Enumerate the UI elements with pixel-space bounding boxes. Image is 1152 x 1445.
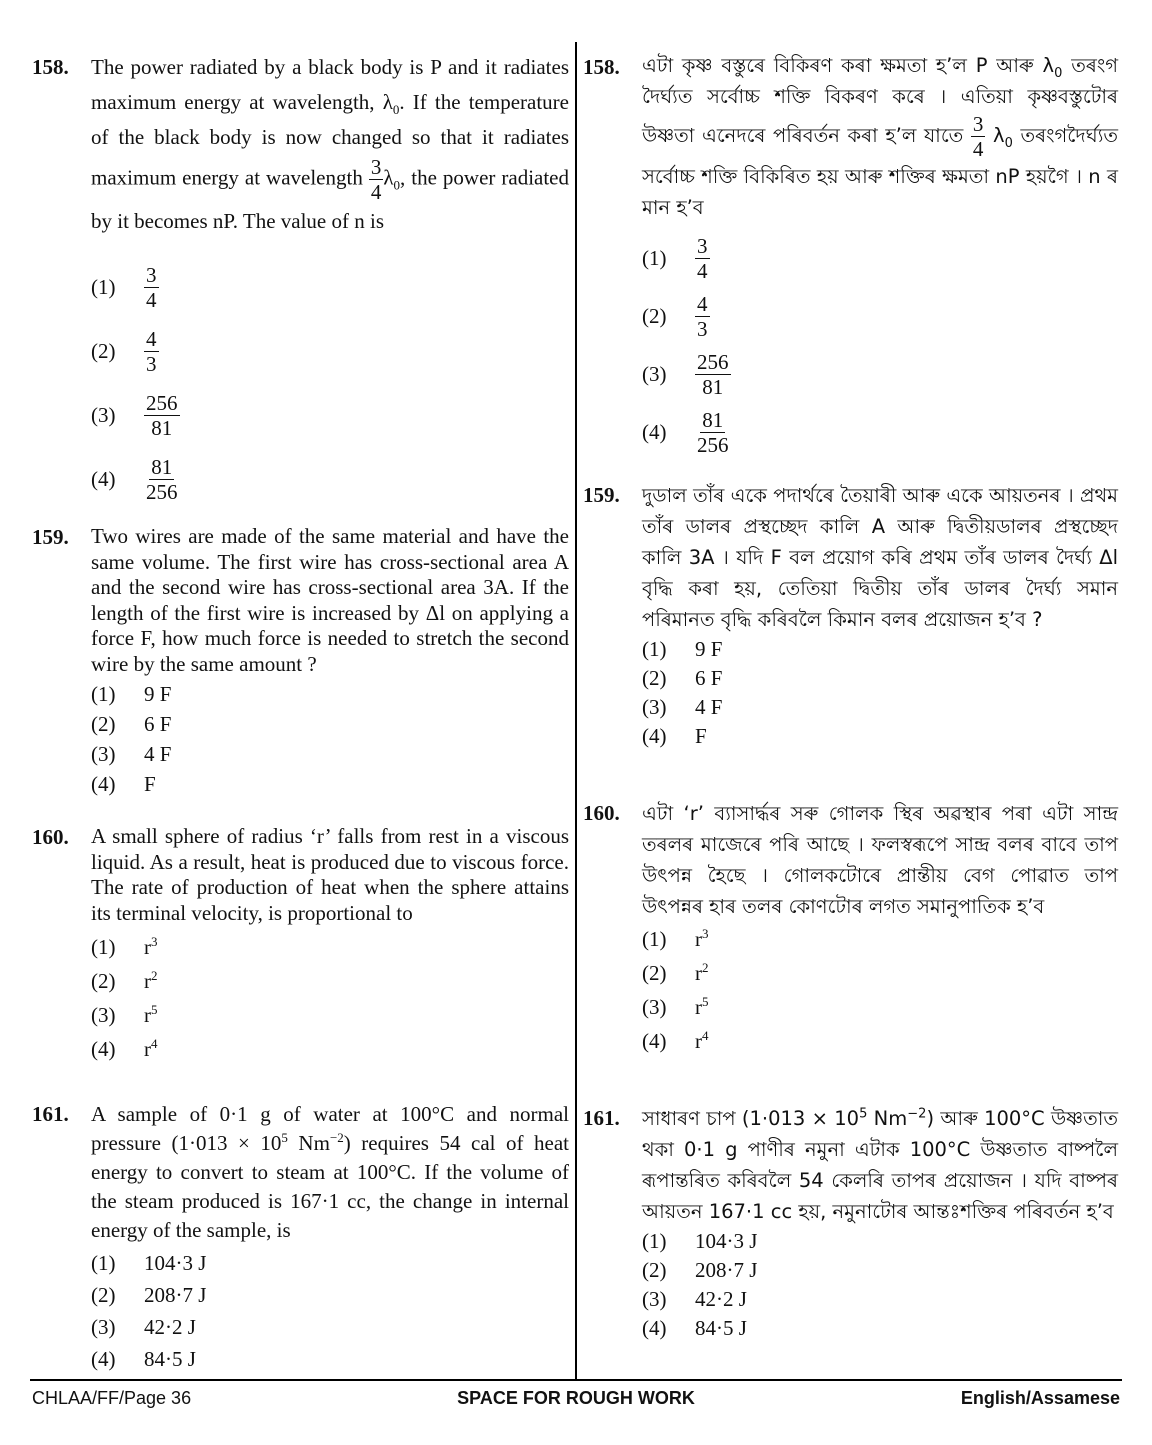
option-3[interactable]: (3) 42·2 J <box>91 1314 196 1339</box>
question-number: 159. <box>583 483 620 507</box>
option-2[interactable]: (2) $r^2$ <box>642 959 709 985</box>
option-3[interactable]: (3) $\frac{256}{81}$ <box>91 390 178 440</box>
options <box>642 635 1118 751</box>
question-number: 160. <box>583 801 620 825</box>
question-159-en <box>32 524 569 824</box>
question-number: 159. <box>32 525 69 549</box>
option-4[interactable]: (4) $\frac{81}{256}$ <box>642 407 729 457</box>
options <box>91 255 569 511</box>
option-2[interactable]: (2) $r^2$ <box>91 967 158 993</box>
question-number: 161. <box>32 1102 69 1126</box>
question-text: সাধাৰণ চাপ ($1\cdot 013 \times 10^5$ $Nm^{-2}$) আৰু 100°C উষ্ণতাত থকা 0·1 g পাণীৰ নমুনা এটাক 100°C উষ্ণতাত বাষ্পলৈ ৰূপান্তৰিত কৰিবলৈ 54 কেলৰি তাপৰ প্ৰয়োজন । যদি বাষ্পৰ আয়তন 167·1 cc হয়, নমুনাটোৰ আন্তঃশক্তিৰ পৰিবৰ্তন হ’ব <box>642 1106 1119 1223</box>
option-3[interactable]: (3) $r^5$ <box>642 993 709 1019</box>
question-161-en <box>32 1100 569 1380</box>
option-4[interactable]: (4) $\frac{81}{256}$ <box>91 454 178 504</box>
question-text: A small sphere of radius ‘r’ falls from rest in a viscous liquid. As a result, heat is produced due to viscous force. The rate of production of heat when the sphere attains its terminal velocity, is proportional to <box>91 824 569 925</box>
option-4[interactable]: (4) $r^4$ <box>91 1035 158 1061</box>
option-3[interactable]: (3) 42·2 J <box>642 1287 747 1311</box>
option-3[interactable]: (3) $r^5$ <box>91 1001 158 1027</box>
options <box>642 922 1118 1058</box>
question-text: এটা কৃষ্ণ বস্তুৰে বিকিৰণ কৰা ক্ষমতা হ’ল P আৰু $\lambda_0$ তৰংগ দৈৰ্ঘ্যত সৰ্বোচ্চ শক্তি বিকৰণ কৰে । এতিয়া কৃষ্ণবস্তুটোৰ উষ্ণতা এনেদৰে পৰিবৰ্তন কৰা হ’ল যাতে $\frac{3}{4}$ $\lambda_0$ তৰংগদৈৰ্ঘ্যত সৰ্বোচ্চ শক্তি বিকিৰিত হয় আৰু শক্তিৰ ক্ষমতা nP হয়গৈ । n ৰ মান হ’ব <box>642 54 1119 220</box>
question-number: 160. <box>32 825 69 849</box>
assamese-column <box>583 50 1118 1373</box>
question-text: The power radiated by a black body is P and it radiates maximum energy at wavelength, $\lambda_0$. If the temperature of the black body is now changed so that it radiates maximum energy at wavelength $\frac{3}{4}$ $\lambda_0$, the power radiated by it becomes nP. The value of n is <box>91 55 570 234</box>
option-1[interactable]: (1) 9 F <box>642 637 723 661</box>
option-3[interactable]: (3) 4 F <box>91 741 172 766</box>
question-161-as <box>583 1103 1118 1373</box>
question-number: 161. <box>583 1106 620 1130</box>
option-4[interactable]: (4) F <box>91 771 156 796</box>
question-158-as <box>583 50 1118 480</box>
options <box>91 679 569 799</box>
option-2[interactable]: (2) 208·7 J <box>91 1282 207 1307</box>
option-2[interactable]: (2) $\frac{4}{3}$ <box>642 291 708 341</box>
question-text: Two wires are made of the same material and have the same volume. The first wire has cross-sectional area A and the second wire has cross-sectional area 3A. If the length of the first wire is increased by Δl on applying a force F, how much force is needed to stretch the second wire by the same amount ? <box>91 524 569 676</box>
question-number: 158. <box>32 55 69 79</box>
option-4[interactable]: (4) $r^4$ <box>642 1027 709 1053</box>
question-158-en <box>32 50 569 520</box>
fraction: $\frac{3}{4}$ <box>972 112 984 162</box>
question-number: 158. <box>583 55 620 79</box>
page-footer <box>32 1388 1120 1416</box>
option-4[interactable]: (4) 84·5 J <box>642 1316 747 1340</box>
option-1[interactable]: (1) $\frac{3}{4}$ <box>91 262 157 312</box>
options <box>642 229 1118 461</box>
option-3[interactable]: (3) 4 F <box>642 695 723 719</box>
question-159-as <box>583 480 1118 798</box>
options <box>91 1247 569 1375</box>
footer-rule <box>30 1379 1122 1381</box>
question-160-as <box>583 798 1118 1103</box>
question-text: দুডাল তাঁৰ একে পদাৰ্থৰে তৈয়াৰী আৰু একে আয়তনৰ । প্ৰথম তাঁৰ ডালৰ প্ৰস্থচ্ছেদ কালি A আৰু দ্বিতীয়ডালৰ প্ৰস্থচ্ছেদ কালি 3A । যদি F বল প্ৰয়োগ কৰি প্ৰথম তাঁৰ ডালৰ দৈৰ্ঘ্য Δl বৃদ্ধি কৰা হয়, তেতিয়া দ্বিতীয় তাঁৰ ডালৰ দৈৰ্ঘ্য সমান পৰিমানত বৃদ্ধি কৰিবলৈ কিমান বলৰ প্ৰয়োজন হ’ব ? <box>642 484 1118 631</box>
option-1[interactable]: (1) $r^3$ <box>642 925 709 951</box>
option-1[interactable]: (1) $\frac{3}{4}$ <box>642 233 708 283</box>
fraction: $\frac{3}{4}$ <box>370 155 382 205</box>
option-1[interactable]: (1) 104·3 J <box>642 1229 758 1253</box>
option-2[interactable]: (2) 6 F <box>642 666 723 690</box>
option-3[interactable]: (3) $\frac{256}{81}$ <box>642 349 729 399</box>
options <box>91 930 569 1066</box>
question-text: A sample of 0·1 g of water at 100°C and normal pressure ($1\cdot 013 \times 10^5$ $Nm^{-2}$) requires 54 cal of heat energy to convert to steam at 100°C. If the volume of the steam produced is 167·1 cc, the change in internal energy of the sample, is <box>91 1102 570 1242</box>
option-2[interactable]: (2) 208·7 J <box>642 1258 758 1282</box>
option-4[interactable]: (4) F <box>642 724 707 748</box>
option-2[interactable]: (2) $\frac{4}{3}$ <box>91 326 157 376</box>
column-divider <box>575 42 577 1380</box>
language-label: English/Assamese <box>960 1388 1120 1408</box>
option-2[interactable]: (2) 6 F <box>91 711 172 736</box>
question-text: এটা ‘r’ ব্যাসাৰ্দ্ধৰ সৰু গোলক স্থিৰ অৱস্থাৰ পৰা এটা সান্দ্ৰ তৰলৰ মাজেৰে পৰি আছে । ফলস্বৰূপে সান্দ্ৰ বলৰ বাবে তাপ উৎপন্ন হৈছে । গোলকটোৰে প্ৰান্তীয় বেগ পোৱাত তাপ উৎপন্নৰ হাৰ তলৰ কোণটোৰ লগত সমানুপাতিক হ’ব <box>642 802 1118 918</box>
rough-work-label: SPACE FOR ROUGH WORK <box>457 1388 695 1408</box>
option-1[interactable]: (1) $r^3$ <box>91 933 158 959</box>
option-1[interactable]: (1) 9 F <box>91 681 172 706</box>
options <box>642 1227 1118 1343</box>
question-160-en <box>32 824 569 1100</box>
option-1[interactable]: (1) 104·3 J <box>91 1250 207 1275</box>
english-column <box>32 50 569 1380</box>
page-code: CHLAA/FF/Page 36 <box>32 1388 192 1408</box>
option-4[interactable]: (4) 84·5 J <box>91 1346 196 1371</box>
